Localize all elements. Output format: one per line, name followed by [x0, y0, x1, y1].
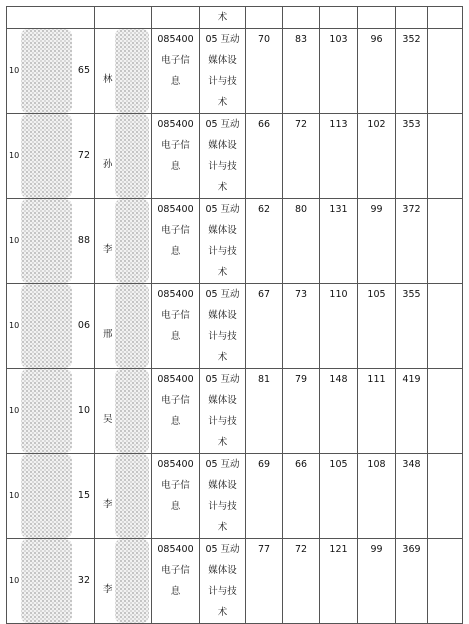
empty-cell [428, 454, 463, 539]
empty-cell [428, 539, 463, 624]
candidate-name: 邢 [103, 329, 113, 340]
major-name-line2: 息 [170, 76, 181, 87]
major-name-line1: 电子信 [161, 140, 190, 151]
direction-line2: 媒体设 [208, 310, 237, 321]
direction-line4: 术 [217, 607, 228, 618]
major-cell [152, 284, 200, 369]
direction-cell [200, 199, 246, 284]
direction-line4: 术 [217, 437, 228, 448]
redaction-mask [115, 29, 149, 113]
cell [396, 7, 428, 29]
redaction-mask [115, 454, 149, 538]
score-politics: 62 [246, 199, 283, 284]
candidate-name-cell [95, 284, 152, 369]
direction-line1: 05 互动 [205, 374, 240, 385]
major-name-line1: 电子信 [161, 55, 190, 66]
score-total: 348 [396, 454, 428, 539]
admission-score-table [6, 6, 463, 624]
major-cell [152, 454, 200, 539]
table-row [7, 284, 463, 369]
score-subject2: 99 [358, 199, 396, 284]
major-name-line1: 电子信 [161, 310, 190, 321]
score-politics: 67 [246, 284, 283, 369]
candidate-name-cell [95, 114, 152, 199]
direction-line3: 计与技 [208, 161, 237, 172]
major-cell [152, 369, 200, 454]
score-total: 419 [396, 369, 428, 454]
direction-line2: 媒体设 [208, 140, 237, 151]
empty-cell [428, 369, 463, 454]
score-english: 72 [283, 114, 320, 199]
score-subject1: 121 [320, 539, 358, 624]
candidate-id-cell [7, 199, 95, 284]
redaction-mask [21, 114, 72, 198]
major-name-line2: 息 [170, 331, 181, 342]
score-subject1: 131 [320, 199, 358, 284]
empty-cell [428, 199, 463, 284]
direction-line4: 术 [217, 182, 228, 193]
empty-cell [428, 284, 463, 369]
major-name-line2: 息 [170, 246, 181, 257]
candidate-id-cell [7, 284, 95, 369]
direction-line2: 媒体设 [208, 565, 237, 576]
candidate-name: 李 [103, 584, 113, 595]
cell [152, 7, 200, 29]
direction-cell [200, 114, 246, 199]
score-politics: 70 [246, 29, 283, 114]
redaction-mask [21, 284, 72, 368]
major-code: 085400 [157, 289, 194, 300]
direction-cell [200, 454, 246, 539]
score-politics: 77 [246, 539, 283, 624]
direction-line3: 计与技 [208, 76, 237, 87]
score-total: 352 [396, 29, 428, 114]
cell [428, 7, 463, 29]
candidate-id-suffix: 65 [77, 65, 90, 76]
redaction-mask [21, 29, 72, 113]
redaction-mask [115, 284, 149, 368]
score-politics: 66 [246, 114, 283, 199]
major-code: 085400 [157, 204, 194, 215]
direction-line3: 计与技 [208, 586, 237, 597]
major-cell [152, 114, 200, 199]
major-name-line1: 电子信 [161, 395, 190, 406]
cell [7, 7, 95, 29]
score-english: 66 [283, 454, 320, 539]
redaction-mask [21, 539, 72, 623]
major-name-line1: 电子信 [161, 225, 190, 236]
candidate-id-cell [7, 114, 95, 199]
candidate-name: 李 [103, 499, 113, 510]
score-subject1: 113 [320, 114, 358, 199]
score-english: 73 [283, 284, 320, 369]
table-row [7, 539, 463, 624]
direction-cell [200, 539, 246, 624]
table-row [7, 29, 463, 114]
score-subject2: 96 [358, 29, 396, 114]
empty-cell [428, 114, 463, 199]
score-english: 83 [283, 29, 320, 114]
direction-line1: 05 互动 [205, 289, 240, 300]
candidate-id-prefix: 10 [9, 491, 20, 500]
major-name-line2: 息 [170, 161, 181, 172]
major-code: 085400 [157, 544, 194, 555]
score-subject2: 111 [358, 369, 396, 454]
score-english: 79 [283, 369, 320, 454]
score-subject1: 105 [320, 454, 358, 539]
direction-cell [200, 369, 246, 454]
direction-line1: 05 互动 [205, 119, 240, 130]
redaction-mask [21, 454, 72, 538]
candidate-id-cell [7, 29, 95, 114]
direction-line2: 媒体设 [208, 395, 237, 406]
direction-line1: 05 互动 [205, 204, 240, 215]
major-cell [152, 539, 200, 624]
direction-line1: 05 互动 [205, 459, 240, 470]
major-code: 085400 [157, 119, 194, 130]
direction-line2: 媒体设 [208, 55, 237, 66]
score-total: 355 [396, 284, 428, 369]
candidate-name-cell [95, 539, 152, 624]
score-subject1: 110 [320, 284, 358, 369]
candidate-id-prefix: 10 [9, 406, 20, 415]
major-name-line1: 电子信 [161, 565, 190, 576]
score-subject1: 103 [320, 29, 358, 114]
score-politics: 69 [246, 454, 283, 539]
direction-cell [200, 284, 246, 369]
empty-cell [428, 29, 463, 114]
major-cell [152, 29, 200, 114]
candidate-id-prefix: 10 [9, 321, 20, 330]
direction-line3: 计与技 [208, 331, 237, 342]
candidate-id-suffix: 88 [77, 235, 90, 246]
candidate-name: 吴 [103, 414, 113, 425]
direction-line3: 计与技 [208, 416, 237, 427]
score-total: 353 [396, 114, 428, 199]
candidate-id-prefix: 10 [9, 236, 20, 245]
candidate-id-prefix: 10 [9, 66, 20, 75]
redaction-mask [115, 539, 149, 623]
score-subject2: 108 [358, 454, 396, 539]
candidate-name: 孙 [103, 159, 113, 170]
redaction-mask [21, 199, 72, 283]
major-name-line2: 息 [170, 416, 181, 427]
redaction-mask [21, 369, 72, 453]
continued-row [7, 7, 463, 29]
table-row [7, 199, 463, 284]
candidate-id-prefix: 10 [9, 576, 20, 585]
direction-line3: 计与技 [208, 246, 237, 257]
table-row [7, 114, 463, 199]
candidate-id-suffix: 32 [77, 575, 90, 586]
score-politics: 81 [246, 369, 283, 454]
major-cell [152, 199, 200, 284]
candidate-id-suffix: 10 [77, 405, 90, 416]
candidate-name-cell [95, 199, 152, 284]
major-code: 085400 [157, 34, 194, 45]
candidate-id-suffix: 06 [77, 320, 90, 331]
direction-cell [200, 29, 246, 114]
candidate-name: 李 [103, 244, 113, 255]
redaction-mask [115, 199, 149, 283]
score-subject1: 148 [320, 369, 358, 454]
cell [320, 7, 358, 29]
candidate-name-cell [95, 29, 152, 114]
cell [246, 7, 283, 29]
score-english: 72 [283, 539, 320, 624]
redaction-mask [115, 369, 149, 453]
cell [283, 7, 320, 29]
direction-line1: 05 互动 [205, 34, 240, 45]
redaction-mask [115, 114, 149, 198]
major-name-line2: 息 [170, 501, 181, 512]
direction-line1: 05 互动 [205, 544, 240, 555]
score-subject2: 102 [358, 114, 396, 199]
candidate-id-cell [7, 369, 95, 454]
candidate-name: 林 [103, 74, 113, 85]
direction-line4: 术 [217, 352, 228, 363]
candidate-id-cell [7, 454, 95, 539]
score-total: 372 [396, 199, 428, 284]
direction-line4: 术 [217, 97, 228, 108]
direction-line3: 计与技 [208, 501, 237, 512]
direction-line4: 术 [217, 267, 228, 278]
score-total: 369 [396, 539, 428, 624]
direction-continuation: 术 [200, 7, 246, 29]
candidate-name-cell [95, 369, 152, 454]
major-name-line1: 电子信 [161, 480, 190, 491]
table-row [7, 454, 463, 539]
score-subject2: 105 [358, 284, 396, 369]
candidate-id-suffix: 15 [77, 490, 90, 501]
major-code: 085400 [157, 374, 194, 385]
table-row [7, 369, 463, 454]
direction-line4: 术 [217, 522, 228, 533]
candidate-id-suffix: 72 [77, 150, 90, 161]
candidate-id-prefix: 10 [9, 151, 20, 160]
candidate-name-cell [95, 454, 152, 539]
cell [358, 7, 396, 29]
cell [95, 7, 152, 29]
candidate-id-cell [7, 539, 95, 624]
major-code: 085400 [157, 459, 194, 470]
direction-line2: 媒体设 [208, 480, 237, 491]
score-subject2: 99 [358, 539, 396, 624]
score-english: 80 [283, 199, 320, 284]
major-name-line2: 息 [170, 586, 181, 597]
direction-line2: 媒体设 [208, 225, 237, 236]
